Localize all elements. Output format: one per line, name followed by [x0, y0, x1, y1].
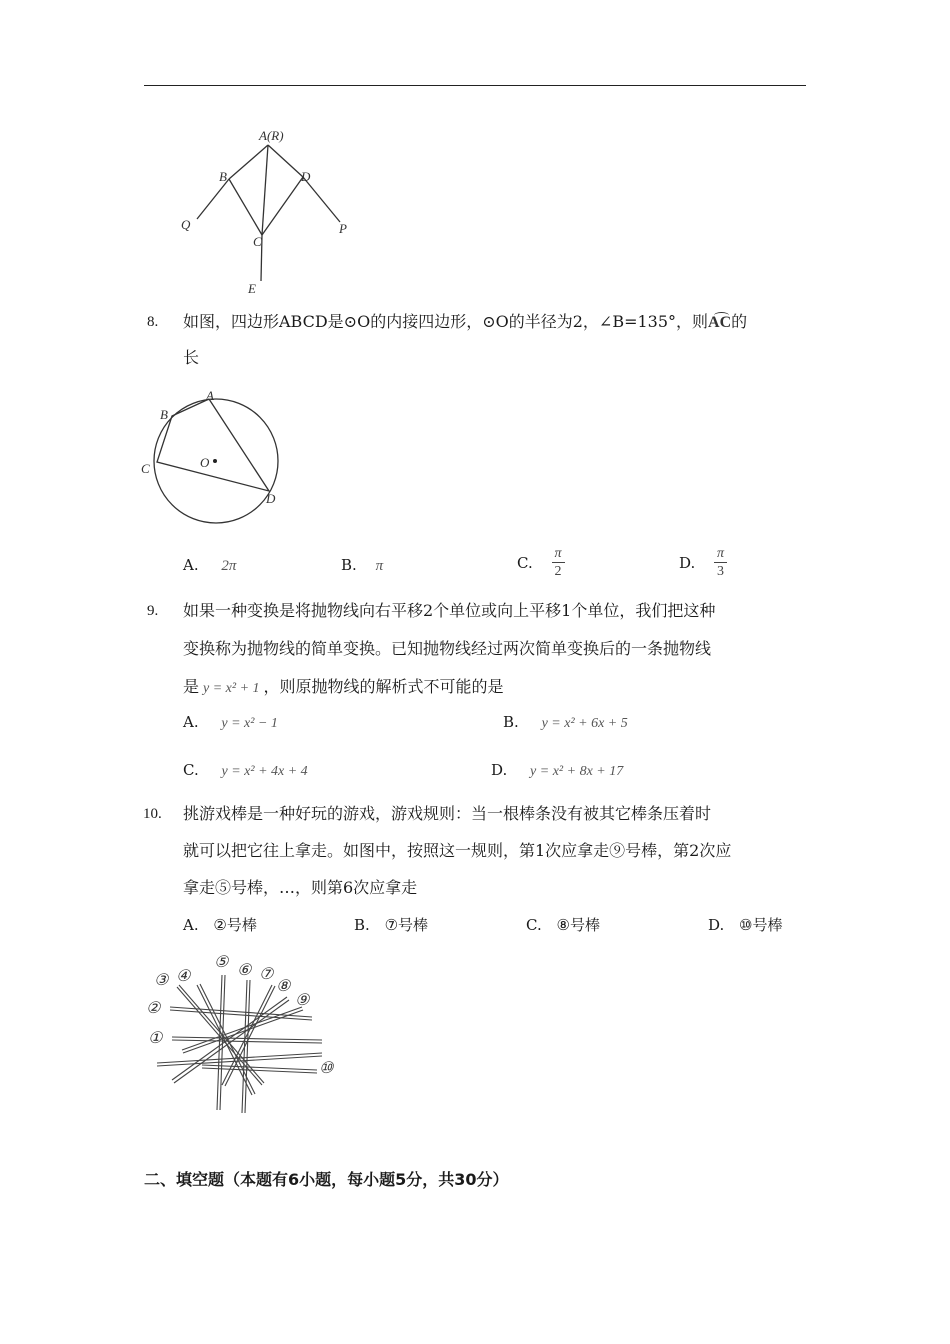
option-letter: D.: [708, 916, 725, 934]
option-letter: C.: [517, 554, 533, 572]
q9-line1: 如果一种变换是将抛物线向右平移2个单位或向上平移1个单位，我们把这种: [183, 601, 716, 620]
label-C: C: [253, 234, 262, 249]
option-letter: B.: [503, 713, 519, 731]
q10-line3: 拿走⑤号棒，…，则第6次应拿走: [183, 878, 418, 897]
q8-option-a[interactable]: [183, 556, 236, 575]
label-D: D: [301, 169, 311, 184]
q9-option-c[interactable]: [183, 761, 308, 780]
option-letter: D.: [679, 554, 696, 572]
q8-line2: 长: [183, 348, 200, 367]
q9-prefix: 是: [183, 677, 200, 696]
q8-option-b[interactable]: [341, 556, 383, 575]
label-B: B: [219, 169, 227, 184]
stick-label-5: ⑤: [214, 954, 229, 971]
q10-option-d[interactable]: [708, 914, 783, 935]
q9-option-d[interactable]: [491, 761, 623, 780]
q9-suffix: ，则原抛物线的解析式不可能的是: [263, 677, 504, 696]
option-value: ②号棒: [213, 916, 257, 934]
q10-option-c[interactable]: [526, 914, 600, 935]
stick-label-7: ⑦: [259, 966, 274, 983]
q9-option-a[interactable]: [183, 713, 278, 732]
fraction-numerator: π: [714, 545, 727, 563]
header-rule: [144, 85, 806, 86]
q9-number: 9.: [147, 603, 159, 619]
circle-label-C: C: [141, 461, 150, 476]
q8-text-before: 如图，四边形ABCD是⊙O的内接四边形，⊙O的半径为2，∠B=135°，则: [183, 312, 709, 331]
q10-line1: 挑游戏棒是一种好玩的游戏，游戏规则：当一根棒条没有被其它棒条压着时: [183, 804, 712, 823]
fraction-denominator: 3: [717, 564, 725, 579]
option-value: ⑩号棒: [739, 916, 783, 934]
figure-q10-sticks: [142, 945, 352, 1120]
circle-label-B: B: [160, 407, 168, 422]
option-value: y = x² − 1: [221, 716, 278, 731]
stick-label-1: ①: [148, 1030, 163, 1047]
fraction-pi-3: [714, 545, 727, 581]
circle-label-D: D: [266, 491, 276, 506]
option-letter: C.: [183, 761, 199, 779]
stick-label-2: ②: [146, 1000, 161, 1017]
q8-option-d[interactable]: [679, 545, 727, 581]
fraction-numerator: π: [552, 545, 565, 563]
label-E: E: [248, 281, 256, 296]
q8-option-c[interactable]: [517, 545, 565, 581]
stick-label-6: ⑥: [237, 962, 252, 979]
fraction-pi-2: [552, 545, 565, 581]
q9-line3: [183, 679, 504, 697]
label-Q: Q: [181, 217, 191, 232]
label-P: P: [339, 221, 347, 236]
option-letter: B.: [354, 916, 370, 934]
q10-number: 10.: [143, 806, 162, 822]
stick-label-10: ⑩: [319, 1060, 334, 1077]
q10-option-a[interactable]: [183, 914, 257, 935]
option-value: π: [375, 558, 384, 574]
option-value: ⑧号棒: [556, 916, 600, 934]
option-letter: A.: [183, 916, 199, 934]
q10-option-b[interactable]: [354, 914, 428, 935]
option-value: 2π: [221, 558, 237, 574]
circle-label-O: O: [200, 455, 210, 470]
option-value: y = x² + 6x + 5: [541, 716, 628, 731]
stick-label-4: ④: [176, 968, 191, 985]
arc-ac: AC: [708, 314, 732, 331]
figure-q7: [175, 125, 365, 300]
q9-line2: 变换称为抛物线的简单变换。已知抛物线经过两次简单变换后的一条抛物线: [183, 639, 712, 658]
option-value: y = x² + 8x + 17: [530, 764, 624, 779]
option-letter: A.: [183, 713, 199, 731]
section-2-title: 二、填空题（本题有6小题，每小题5分，共30分）: [144, 1170, 509, 1189]
q9-formula: y = x² + 1: [203, 681, 260, 696]
stick-label-3: ③: [154, 972, 169, 989]
option-value: ⑦号棒: [384, 916, 429, 934]
q8-line1: [183, 314, 747, 331]
stick-label-9: ⑨: [295, 992, 310, 1009]
q9-option-b[interactable]: [503, 713, 628, 732]
q8-number: 8.: [147, 314, 159, 330]
fraction-denominator: 2: [554, 564, 562, 579]
option-letter: D.: [491, 761, 508, 779]
q10-line2: 就可以把它往上拿走。如图中，按照这一规则，第1次应拿走⑨号棒，第2次应: [183, 841, 732, 860]
label-A: A(R): [259, 128, 284, 143]
figure-q8-circle: [138, 385, 288, 530]
option-letter: A.: [183, 556, 199, 574]
circle-label-A: A: [206, 388, 214, 403]
stick-label-8: ⑧: [276, 978, 291, 995]
q8-text-after: 的: [731, 312, 748, 331]
option-value: y = x² + 4x + 4: [221, 764, 308, 779]
option-letter: C.: [526, 916, 542, 934]
option-letter: B.: [341, 556, 357, 574]
